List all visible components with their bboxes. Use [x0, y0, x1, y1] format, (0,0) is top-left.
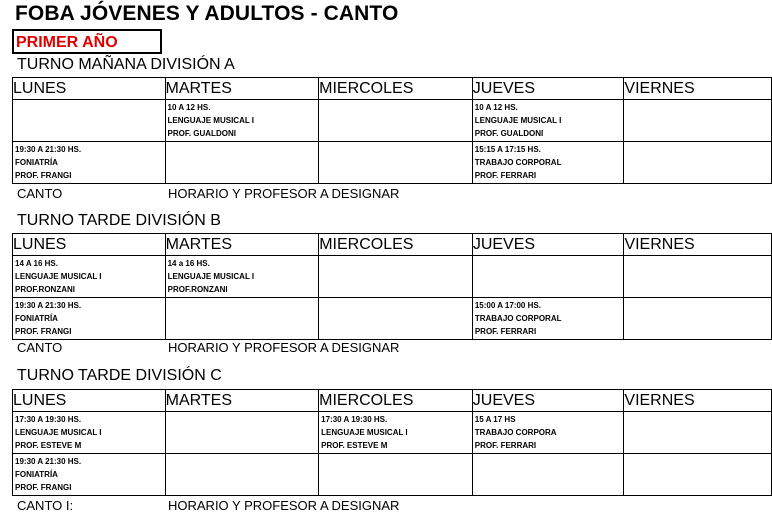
- footer-subject: CANTO I:: [17, 498, 74, 513]
- day-header: LUNES: [13, 390, 166, 412]
- table-row: [13, 142, 772, 184]
- schedule-cell: [624, 454, 772, 496]
- schedule-cell: [624, 298, 772, 340]
- day-header: MIERCOLES: [319, 234, 473, 256]
- class-teacher: PROF.RONZANI: [15, 285, 75, 294]
- schedule-cell: [165, 142, 319, 184]
- schedule-cell: [165, 454, 319, 496]
- class-time: 19:30 A 21:30 HS.: [15, 457, 82, 466]
- day-header: MIERCOLES: [319, 78, 473, 100]
- footer-note: HORARIO Y PROFESOR A DESIGNAR: [168, 186, 400, 201]
- day-header: JUEVES: [472, 390, 624, 412]
- schedule-cell: [319, 298, 473, 340]
- day-header: MARTES: [165, 390, 319, 412]
- table-row: [13, 412, 772, 454]
- class-subject: FONIATRÍA: [15, 158, 58, 167]
- class-subject: TRABAJO CORPORAL: [474, 314, 562, 323]
- class-time: 17:30 A 19:30 HS.: [15, 415, 82, 424]
- day-header: LUNES: [13, 78, 166, 100]
- day-header: MIERCOLES: [319, 390, 473, 412]
- schedule-cell: [472, 100, 624, 142]
- schedule-cell: [624, 142, 772, 184]
- class-subject: LENGUAJE MUSICAL I: [321, 428, 408, 437]
- day-header: JUEVES: [472, 78, 624, 100]
- page-title: FOBA JÓVENES Y ADULTOS - CANTO: [15, 2, 399, 25]
- day-header: LUNES: [13, 234, 166, 256]
- schedule-cell: [472, 454, 624, 496]
- day-header-row: [13, 234, 772, 256]
- schedule-cell: [13, 256, 166, 298]
- day-header: VIERNES: [624, 390, 772, 412]
- class-subject: TRABAJO CORPORAL: [474, 158, 562, 167]
- footer-note: HORARIO Y PROFESOR A DESIGNAR: [168, 498, 400, 513]
- class-teacher: PROF. ESTEVE M: [321, 441, 388, 450]
- schedule-cell: [472, 142, 624, 184]
- class-teacher: PROF. GUALDONI: [167, 129, 236, 138]
- schedule-cell: [624, 100, 772, 142]
- class-teacher: PROF. FERRARI: [474, 327, 537, 336]
- schedule-cell: [13, 298, 166, 340]
- schedule-cell: [165, 256, 319, 298]
- class-time: 17:30 A 19:30 HS.: [321, 415, 388, 424]
- schedule-cell: [165, 412, 319, 454]
- section-title: TURNO TARDE DIVISIÓN C: [17, 367, 222, 384]
- footer-subject: CANTO: [17, 340, 63, 355]
- class-subject: LENGUAJE MUSICAL I: [474, 116, 562, 125]
- class-teacher: PROF. FERRARI: [474, 171, 537, 180]
- schedule-cell: [165, 100, 319, 142]
- schedule-cell: [319, 142, 473, 184]
- class-subject: LENGUAJE MUSICAL I: [167, 116, 255, 125]
- schedule-cell: [319, 454, 473, 496]
- schedule-cell: [13, 142, 166, 184]
- class-teacher: PROF. ESTEVE M: [15, 441, 82, 450]
- class-subject: LENGUAJE MUSICAL I: [167, 272, 255, 281]
- class-time: 19:30 A 21:30 HS.: [15, 145, 82, 154]
- footer-subject: CANTO: [17, 186, 63, 201]
- schedule-cell: [624, 256, 772, 298]
- class-time: 14 A 16 HS.: [15, 259, 58, 268]
- schedule-cell: [319, 412, 473, 454]
- class-time: 15:15 A 17:15 HS.: [474, 145, 541, 154]
- class-teacher: PROF. FRANGI: [15, 327, 72, 336]
- schedule-cell: [165, 298, 319, 340]
- table-row: [13, 454, 772, 496]
- table-row: [13, 256, 772, 298]
- day-header-row: [13, 390, 772, 412]
- year-label-box: [12, 29, 162, 54]
- schedule-cell: [319, 256, 473, 298]
- schedule-cell: [13, 412, 166, 454]
- schedule-cell: [319, 100, 473, 142]
- class-subject: LENGUAJE MUSICAL I: [15, 272, 102, 281]
- schedule-cell: [472, 298, 624, 340]
- schedule-cell: [13, 100, 166, 142]
- day-header: MARTES: [165, 78, 319, 100]
- day-header: JUEVES: [472, 234, 624, 256]
- day-header: VIERNES: [624, 234, 772, 256]
- class-time: 15 A 17 HS: [474, 415, 516, 424]
- class-time: 10 A 12 HS.: [474, 103, 518, 112]
- schedule-cell: [624, 412, 772, 454]
- section-title: TURNO TARDE DIVISIÓN B: [17, 212, 221, 229]
- class-teacher: PROF. FRANGI: [15, 171, 72, 180]
- class-time: 10 A 12 HS.: [167, 103, 211, 112]
- class-subject: FONIATRÍA: [15, 470, 58, 479]
- schedule-table: [12, 233, 772, 340]
- year-label: PRIMER AÑO: [16, 34, 118, 51]
- class-teacher: PROF. FRANGI: [15, 483, 72, 492]
- class-subject: TRABAJO CORPORA: [474, 428, 557, 437]
- day-header-row: [13, 78, 772, 100]
- schedule-table: [12, 389, 772, 496]
- class-teacher: PROF.RONZANI: [167, 285, 228, 294]
- class-time: 14 a 16 HS.: [167, 259, 210, 268]
- day-header: VIERNES: [624, 78, 772, 100]
- table-row: [13, 298, 772, 340]
- section-title: TURNO MAÑANA DIVISIÓN A: [17, 56, 235, 73]
- day-header: MARTES: [165, 234, 319, 256]
- class-teacher: PROF. GUALDONI: [474, 129, 544, 138]
- table-row: [13, 100, 772, 142]
- class-subject: FONIATRÍA: [15, 314, 58, 323]
- class-teacher: PROF. FERRARI: [474, 441, 537, 450]
- class-time: 19:30 A 21:30 HS.: [15, 301, 82, 310]
- class-time: 15:00 A 17:00 HS.: [474, 301, 541, 310]
- schedule-cell: [472, 412, 624, 454]
- class-subject: LENGUAJE MUSICAL I: [15, 428, 102, 437]
- footer-note: HORARIO Y PROFESOR A DESIGNAR: [168, 340, 400, 355]
- schedule-table: [12, 77, 772, 184]
- schedule-cell: [13, 454, 166, 496]
- schedule-cell: [472, 256, 624, 298]
